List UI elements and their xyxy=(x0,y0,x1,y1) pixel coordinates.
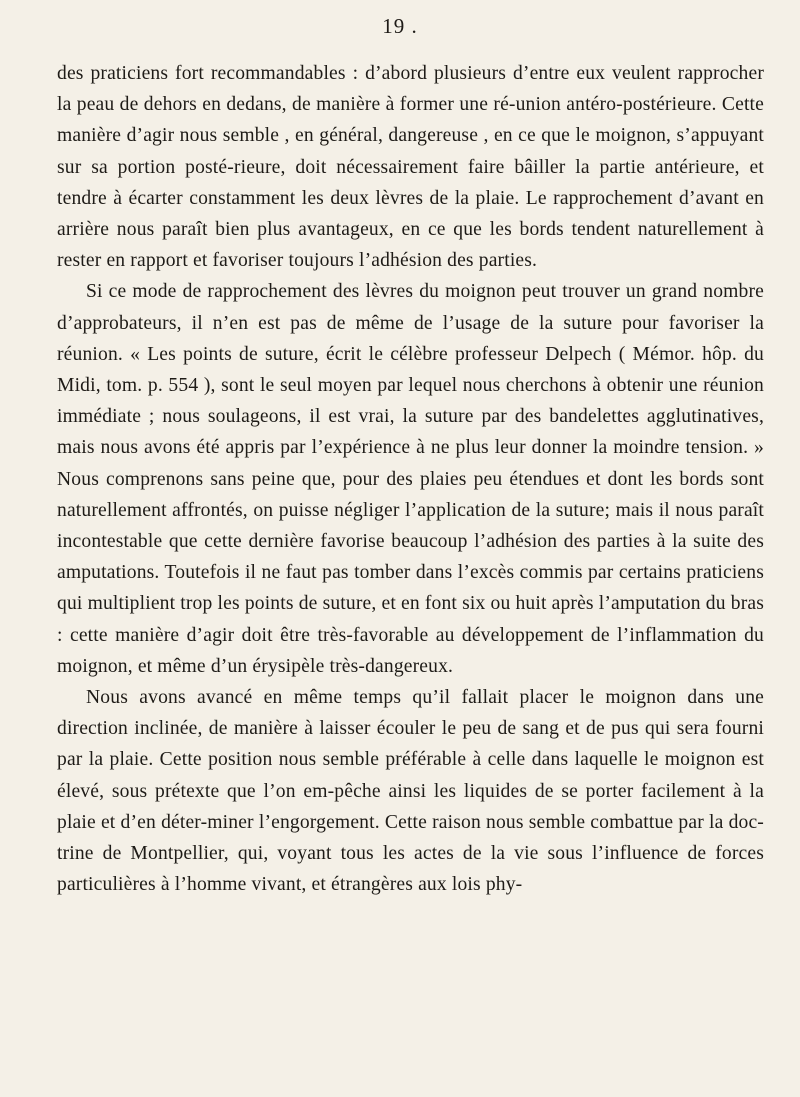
body-text xyxy=(57,58,764,900)
paragraph-direction: Nous avons avancé en même temps qu’il fallait placer le moignon dans une direction inclinée, de manière à laisser écouler le peu de sang et de pus qui sera fourni par la plaie. Cette position nous semble préférable à celle dans laquelle le moignon est élevé, sous prétexte que l’on em-pêche ainsi les liquides de se porter facilement à la plaie et d’en déter-miner l’engorgement. Cette raison nous semble combattue par la doc-trine de Montpellier, qui, voyant tous les actes de la vie sous l’influence de forces particulières à l’homme vivant, et étrangères aux lois phy- xyxy=(57,687,764,896)
page-number: 19 . xyxy=(382,14,418,38)
paragraph-continuation: des praticiens fort recommandables : d’abord plusieurs d’entre eux veulent rapprocher la peau de dehors en dedans, de manière à former une ré-union antéro-postérieure. Cette manière d’agir nous semble , en général, dangereuse , en ce que le moignon, s’appuyant sur sa portion posté-rieure, doit nécessairement faire bâiller la partie antérieure, et tendre à écarter constamment les deux lèvres de la plaie. Le rapprochement d’avant en arrière nous paraît bien plus avantageux, en ce que les bords tendent naturellement à rester en rapport et favoriser toujours l’adhésion des parties. xyxy=(57,63,764,272)
paragraph-suture: Si ce mode de rapprochement des lèvres du moignon peut trouver un grand nombre d’approbateurs, il n’en est pas de même de l’usage de la suture pour favoriser la réunion. « Les points de suture, écrit le célèbre professeur Delpech ( Mémor. hôp. du Midi, tom. p. 554 ), sont le seul moyen par lequel nous cherchons à obtenir une réunion immédiate ; nous soulageons, il est vrai, la suture par des bandelettes agglutinatives, mais nous avons été appris par l’expérience à ne plus leur donner la moindre tension. » Nous comprenons sans peine que, pour des plaies peu étendues et dont les bords sont naturellement affrontés, on puisse négliger l’application de la suture; mais il nous paraît incontestable que cette dernière favorise beaucoup l’adhésion des parties à la suite des amputations. Toutefois il ne faut pas tomber dans l’excès commis par certains praticiens qui multiplient trop les points de suture, et en font six ou huit après l’amputation du bras : cette manière d’agir doit être très-favorable au développement de l’inflammation du moignon, et même d’un érysipèle très-dangereux. xyxy=(57,281,764,677)
